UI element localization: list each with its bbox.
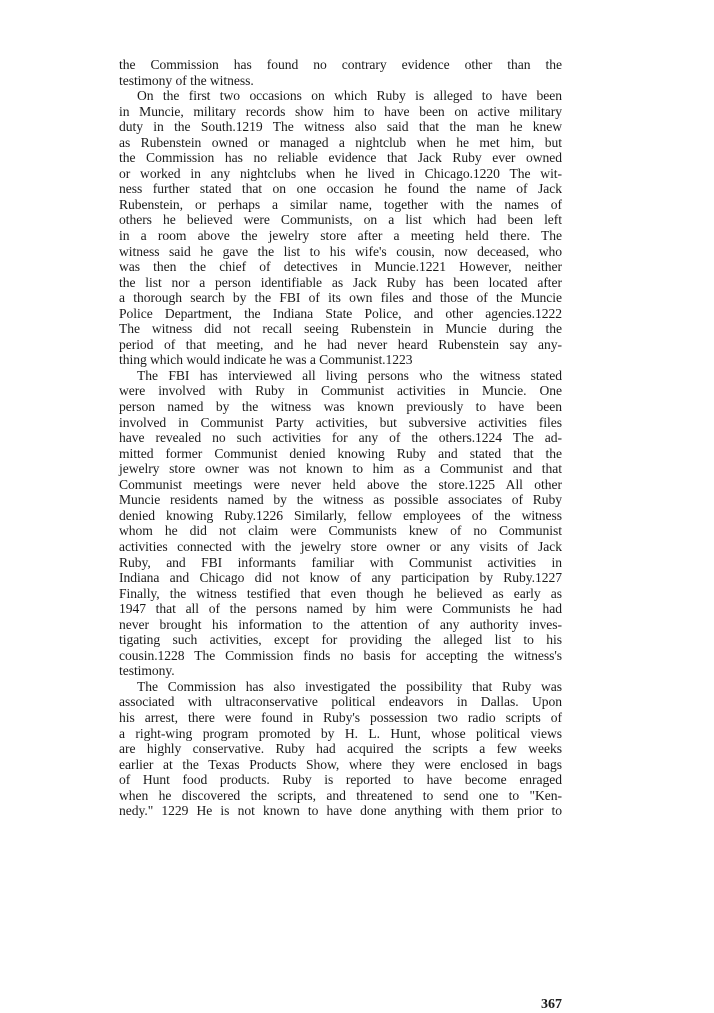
text-line: when he discovered the scripts, and threatened to send one to "Ken-: [119, 787, 562, 803]
text-line: Indiana and Chicago did not know of any participation by Ruby.1227: [119, 570, 562, 586]
text-line: Rubenstein, or perhaps a similar name, together with the names of: [119, 196, 562, 212]
text-line: a thorough search by the FBI of its own files and those of the Muncie: [119, 290, 562, 306]
text-line: The Commission has also investigated the possibility that Ruby was: [137, 678, 562, 694]
text-line: the Commission has no reliable evidence that Jack Ruby ever owned: [119, 150, 562, 166]
text-line: thing which would indicate he was a Communist.1223: [119, 352, 413, 368]
text-line: of Hunt food products. Ruby is reported to have become enraged: [119, 772, 562, 788]
text-line: others he believed were Communists, on a list which had been left: [119, 212, 562, 228]
text-line: ness further stated that on one occasion he found the name of Jack: [119, 181, 562, 197]
text-line: associated with ultraconservative political endeavors in Dallas. Upon: [119, 694, 562, 710]
text-line: tigating such activities, except for providing the alleged list to his: [119, 632, 562, 648]
text-line: denied knowing Ruby.1226 Similarly, fellow employees of the witness: [119, 507, 562, 523]
document-page: [119, 57, 562, 819]
text-line: 1947 that all of the persons named by him were Communists he had: [119, 601, 562, 617]
text-line: witness said he gave the list to his wife's cousin, now deceased, who: [119, 243, 562, 259]
text-line: Police Department, the Indiana State Police, and other agencies.1222: [119, 305, 562, 321]
text-line: mitted former Communist denied knowing Ruby and stated that the: [119, 445, 562, 461]
text-line: person named by the witness was known previously to have been: [119, 399, 562, 415]
text-line: On the first two occasions on which Ruby is alleged to have been: [137, 88, 562, 104]
page-number: 367: [541, 997, 562, 1012]
text-line: testimony.: [119, 663, 175, 679]
text-line: was then the chief of detectives in Muncie.1221 However, neither: [119, 259, 562, 275]
text-line: as Rubenstein owned or managed a nightclub when he met him, but: [119, 134, 562, 150]
text-line: in Muncie, military records show him to have been on active military: [119, 103, 562, 119]
text-line: jewelry store owner was not known to him as a Communist and that: [119, 461, 562, 477]
text-line: Finally, the witness testified that even though he believed as early as: [119, 585, 562, 601]
text-line: a right-wing program promoted by H. L. Hunt, whose political views: [119, 725, 562, 741]
text-line: whom he did not claim were Communists knew of no Communist: [119, 523, 562, 539]
text-line: period of that meeting, and he had never heard Rubenstein say any-: [119, 336, 562, 352]
text-line: Ruby, and FBI informants familiar with Communist activities in: [119, 554, 562, 570]
text-line: never brought his information to the attention of any authority inves-: [119, 616, 562, 632]
text-line: in a room above the jewelry store after a meeting held there. The: [119, 228, 562, 244]
text-line: Muncie residents named by the witness as possible associates of Ruby: [119, 492, 562, 508]
text-line: are highly conservative. Ruby had acquired the scripts a few weeks: [119, 741, 562, 757]
text-line: duty in the South.1219 The witness also said that the man he knew: [119, 119, 562, 135]
text-line: Communist meetings were never held above the store.1225 All other: [119, 476, 562, 492]
text-line: have revealed no such activities for any of the others.1224 The ad-: [119, 430, 562, 446]
text-line: activities connected with the jewelry store owner or any visits of Jack: [119, 538, 562, 554]
text-line: his arrest, there were found in Ruby's possession two radio scripts of: [119, 709, 562, 725]
text-line: involved in Communist Party activities, but subversive activities files: [119, 414, 562, 430]
text-line: The witness did not recall seeing Rubenstein in Muncie during the: [119, 321, 562, 337]
text-line: The FBI has interviewed all living persons who the witness stated: [137, 367, 562, 383]
text-line: testimony of the witness.: [119, 72, 254, 88]
text-line: earlier at the Texas Products Show, where they were enclosed in bags: [119, 756, 562, 772]
text-line: the Commission has found no contrary evidence other than the: [119, 57, 562, 72]
text-line: or worked in any nightclubs when he lived in Chicago.1220 The wit-: [119, 165, 562, 181]
text-line: cousin.1228 The Commission finds no basis for accepting the witness's: [119, 647, 562, 663]
text-line: the list nor a person identifiable as Jack Ruby has been located after: [119, 274, 562, 290]
text-line: nedy." 1229 He is not known to have done anything with them prior to: [119, 803, 562, 819]
text-line: were involved with Ruby in Communist activities in Muncie. One: [119, 383, 562, 399]
